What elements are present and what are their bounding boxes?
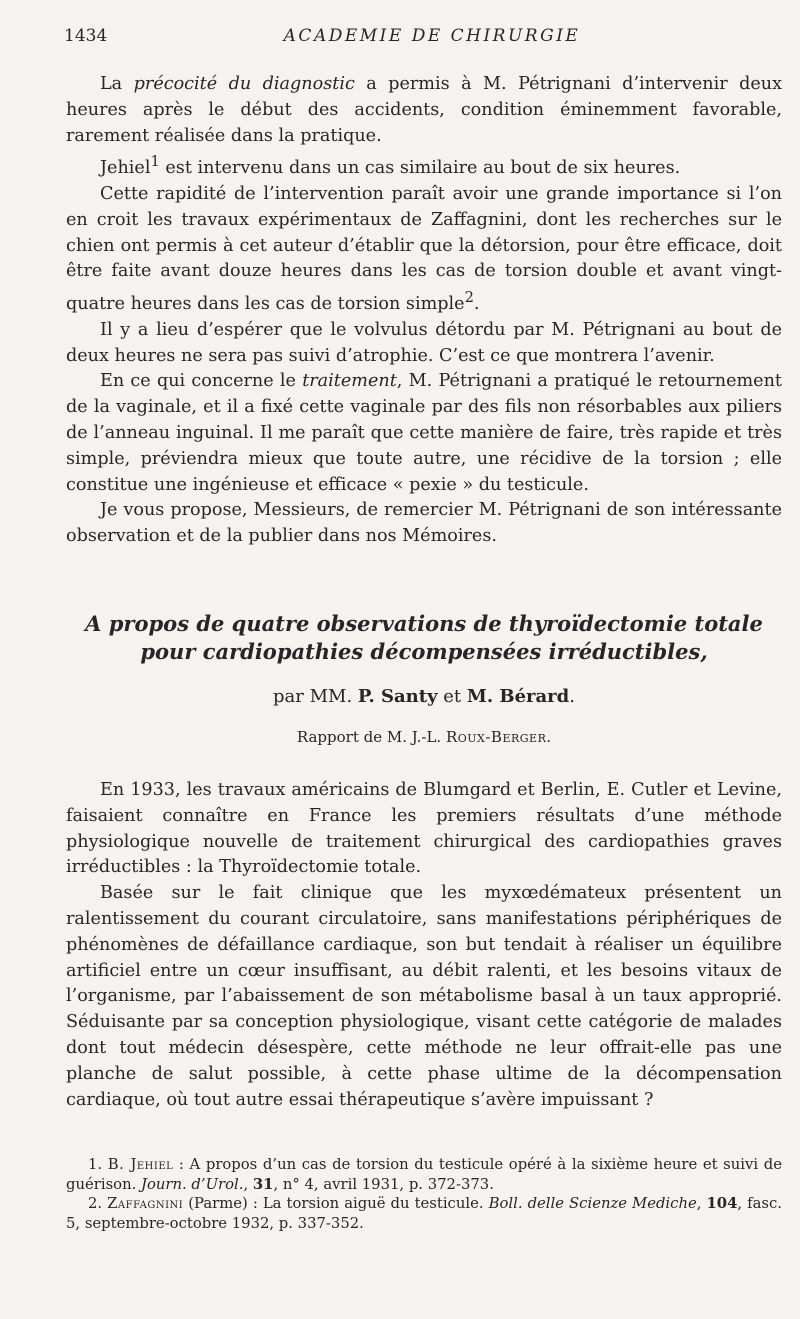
journal-title: ACADEMIE DE CHIRURGIE	[283, 26, 581, 46]
footnote: 1. B. Jehiel : A propos d’un cas de torsion du testicule opéré à la sixième heure et suivi de guérison. Journ. d’Urol., 31, n° 4, avril 1931, p. 372-373.	[66, 1156, 782, 1193]
article-authors: par MM. P. Santy et M. Bérard.	[273, 686, 575, 708]
paragraph: En 1933, les travaux américains de Blumgard et Berlin, E. Cutler et Levine, faisaient connaître en France les premiers résultats d’une méthode physiologique nouvelle de traitement chirurgical des cardiopathies graves irréductibles : la Thyroïdectomie totale.	[66, 780, 782, 878]
rapporteur-line: Rapport de M. J.-L. Roux-Berger.	[296, 728, 552, 747]
footnote: 2. Zaffagnini (Parme) : La torsion aiguë du testicule. Boll. delle Scienze Mediche, 104, fasc. 5, septembre-octobre 1932, p. 337-352.	[66, 1195, 782, 1232]
article-title: A propos de quatre observations de thyroïdectomie totale pour cardiopathies décompensées irréductibles,	[85, 611, 763, 665]
footnote-ref: 1	[150, 153, 160, 171]
paragraph: Il y a lieu d’espérer que le volvulus détordu par M. Pétrignani au bout de deux heures ne sera pas suivi d’atrophie. C’est ce que montrera l’avenir.	[66, 319, 782, 366]
paragraph: Je vous propose, Messieurs, de remercier M. Pétrignani de son intéressante observation et de la publier dans nos Mémoires.	[66, 500, 782, 547]
paragraph: Basée sur le fait clinique que les myxœdémateux présentent un ralentissement du courant circulatoire, sans manifestations périphériques de phénomènes de défaillance cardiaque, son but tendait à réaliser un équilibre artificiel entre un cœur insuffisant, au débit ralenti, et les besoins vitaux de l’organisme, par l’abaissement de son métabolisme basal à un taux approprié. Séduisante par sa conception physiologique, visant cette catégorie de malades dont tout médecin désespère, cette méthode ne leur offrait-elle pas une planche de salut possible, à cette phase ultime de la décompensation cardiaque, où tout autre essai thérapeutique s’avère impuissant ?	[66, 883, 782, 1110]
running-header	[64, 26, 780, 52]
page-number: 1434	[64, 26, 108, 46]
footnote-ref: 2	[464, 289, 474, 307]
page-body	[66, 72, 782, 1113]
paragraph: Cette rapidité de l’intervention paraît avoir une grande importance si l’on en croit les travaux expérimentaux de Zaffagnini, dont les recherches sur le chien ont permis à cet auteur d’établir que la détorsion, pour être efficace, doit être faite avant douze heures dans les cas de torsion double et avant vingt-quatre heures dans les cas de torsion simple$^2$.	[66, 184, 782, 315]
paragraph: Jehiel$^1$ est intervenu dans un cas similaire au bout de six heures.	[100, 153, 681, 179]
footnotes	[66, 1155, 782, 1233]
article-body	[66, 778, 782, 1113]
paragraph: En ce qui concerne le traitement, M. Pétrignani a pratiqué le retournement de la vaginale, et il a fixé cette vaginale par des fils non résorbables aux piliers de l’anneau inguinal. Il me paraît que cette manière de faire, très rapide et très simple, préviendra mieux que toute autre, une récidive de la torsion ; elle constitue une ingénieuse et efficace « pexie » du testicule.	[66, 371, 782, 495]
paragraph: La précocité du diagnostic a permis à M. Pétrignani d’intervenir deux heures après le début des accidents, condition éminemment favorable, rarement réalisée dans la pratique.	[66, 74, 782, 146]
